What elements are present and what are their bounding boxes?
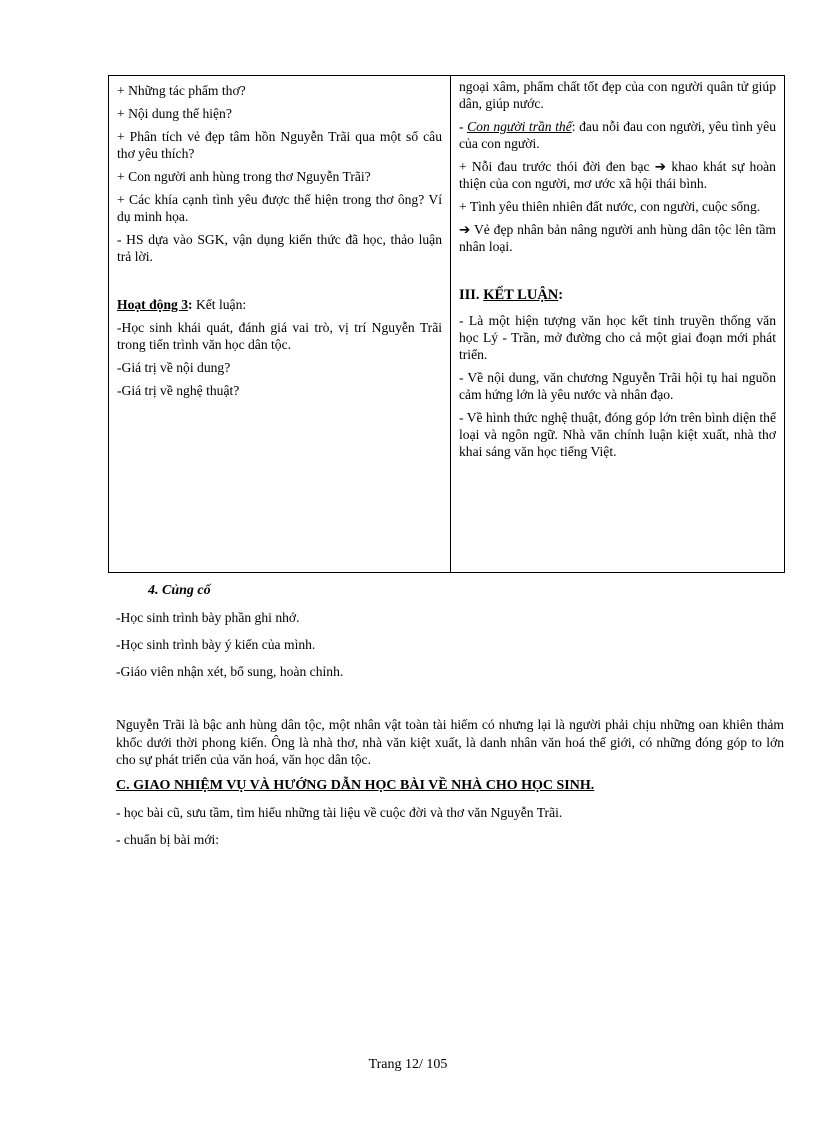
- summary-paragraph: Nguyễn Trãi là bậc anh hùng dân tộc, một nhân vật toàn tài hiếm có nhưng lại là người phải chịu những oan khiên thảm khốc dưới thời phong kiến. Ông là nhà thơ, nhà văn kiệt xuất, là danh nhân văn hoá thế giới, có những đóng góp to lớn cho sự phát triển của văn hoá, văn học dân tộc.: [116, 717, 784, 767]
- cung-co-item: -Học sinh trình bày ý kiến của mình.: [116, 637, 316, 652]
- content-text: Vẻ đẹp nhân bản nâng người anh hùng dân tộc lên tầm nhân loại.: [459, 222, 776, 254]
- section-c-heading: C. GIAO NHIỆM VỤ VÀ HƯỚNG DẪN HỌC BÀI VỀ NHÀ CHO HỌC SINH.: [116, 778, 595, 793]
- cung-co-heading: 4. Củng cố: [148, 583, 211, 598]
- content-line: + Tình yêu thiên nhiên đất nước, con người, cuộc sống.: [459, 199, 761, 214]
- conclusion-question: -Học sinh khái quát, đánh giá vai trò, vị trí Nguyễn Trãi trong tiến trình văn học dân tộc.: [117, 320, 442, 352]
- cung-co-item: -Giáo viên nhận xét, bổ sung, hoàn chỉnh.: [116, 664, 344, 679]
- content-text: + Nỗi đau trước thói đời đen bạc: [459, 159, 655, 174]
- question-line: + Phân tích vẻ đẹp tâm hồn Nguyễn Trãi qua một số câu thơ yêu thích?: [117, 129, 442, 161]
- activity-3-label: Hoạt động 3: [117, 297, 189, 312]
- content-line: [459, 118, 776, 152]
- section-3-heading: [459, 287, 776, 304]
- activity-3-sep: :: [188, 297, 193, 312]
- content-line: [459, 221, 776, 255]
- question-line: + Những tác phẩm thơ?: [117, 83, 246, 98]
- instruction-line: - HS dựa vào SGK, vận dụng kiến thức đã học, thảo luận trả lời.: [117, 232, 442, 264]
- conclusion-question: -Giá trị về nội dung?: [117, 360, 231, 375]
- emphasis-text: Con người trần thế: [467, 119, 572, 134]
- section-number: III.: [459, 287, 484, 303]
- page-number: Trang 12/ 105: [368, 1057, 448, 1072]
- conclusion-question: -Giá trị về nghệ thuật?: [117, 383, 240, 398]
- arrow-icon: ➔: [654, 159, 667, 174]
- question-line: + Nội dung thể hiện?: [117, 106, 232, 121]
- conclusion-point: - Về nội dung, văn chương Nguyễn Trãi hội tụ hai nguồn cảm hứng lớn là yêu nước và nhân đạo.: [459, 370, 776, 402]
- content-text: : đau nỗi đau con người, yêu tình yêu của con người.: [459, 119, 776, 151]
- conclusion-point: - Là một hiện tượng văn học kết tinh truyền thống văn học Lý - Trần, mở đường cho cả một giai đoạn mới phát triển.: [459, 313, 776, 362]
- section-title: KẾT LUẬN: [483, 287, 559, 303]
- question-line: + Các khía cạnh tình yêu được thể hiện trong thơ ông? Ví dụ minh họa.: [117, 192, 442, 224]
- dash: -: [459, 119, 468, 134]
- question-line: + Con người anh hùng trong thơ Nguyễn Trãi?: [117, 169, 371, 184]
- cung-co-item: -Học sinh trình bày phần ghi nhớ.: [116, 610, 300, 625]
- section-c-item: - chuẩn bị bài mới:: [116, 832, 220, 847]
- lesson-table: [108, 75, 785, 573]
- content-line: [459, 158, 776, 192]
- table-left-column: [109, 76, 451, 572]
- conclusion-point: - Về hình thức nghệ thuật, đóng góp lớn trên bình diện thể loại và ngôn ngữ. Nhà văn chính luận kiệt xuất, nhà thơ khai sáng văn học tiếng Việt.: [459, 410, 776, 459]
- table-right-column: [451, 76, 784, 572]
- activity-3-heading: [117, 296, 442, 313]
- arrow-icon: ➔: [459, 222, 471, 237]
- section-c-item: - học bài cũ, sưu tầm, tìm hiểu những tài liệu về cuộc đời và thơ văn Nguyễn Trãi.: [116, 805, 563, 820]
- activity-3-text: Kết luận:: [192, 297, 247, 312]
- content-text: khao khát sự hoàn thiện của con người, mơ ước xã hội thái bình.: [459, 159, 776, 191]
- content-line: ngoại xâm, phẩm chất tốt đẹp của con người quân tử giúp dân, giúp nước.: [459, 79, 776, 111]
- section-colon: :: [558, 287, 564, 303]
